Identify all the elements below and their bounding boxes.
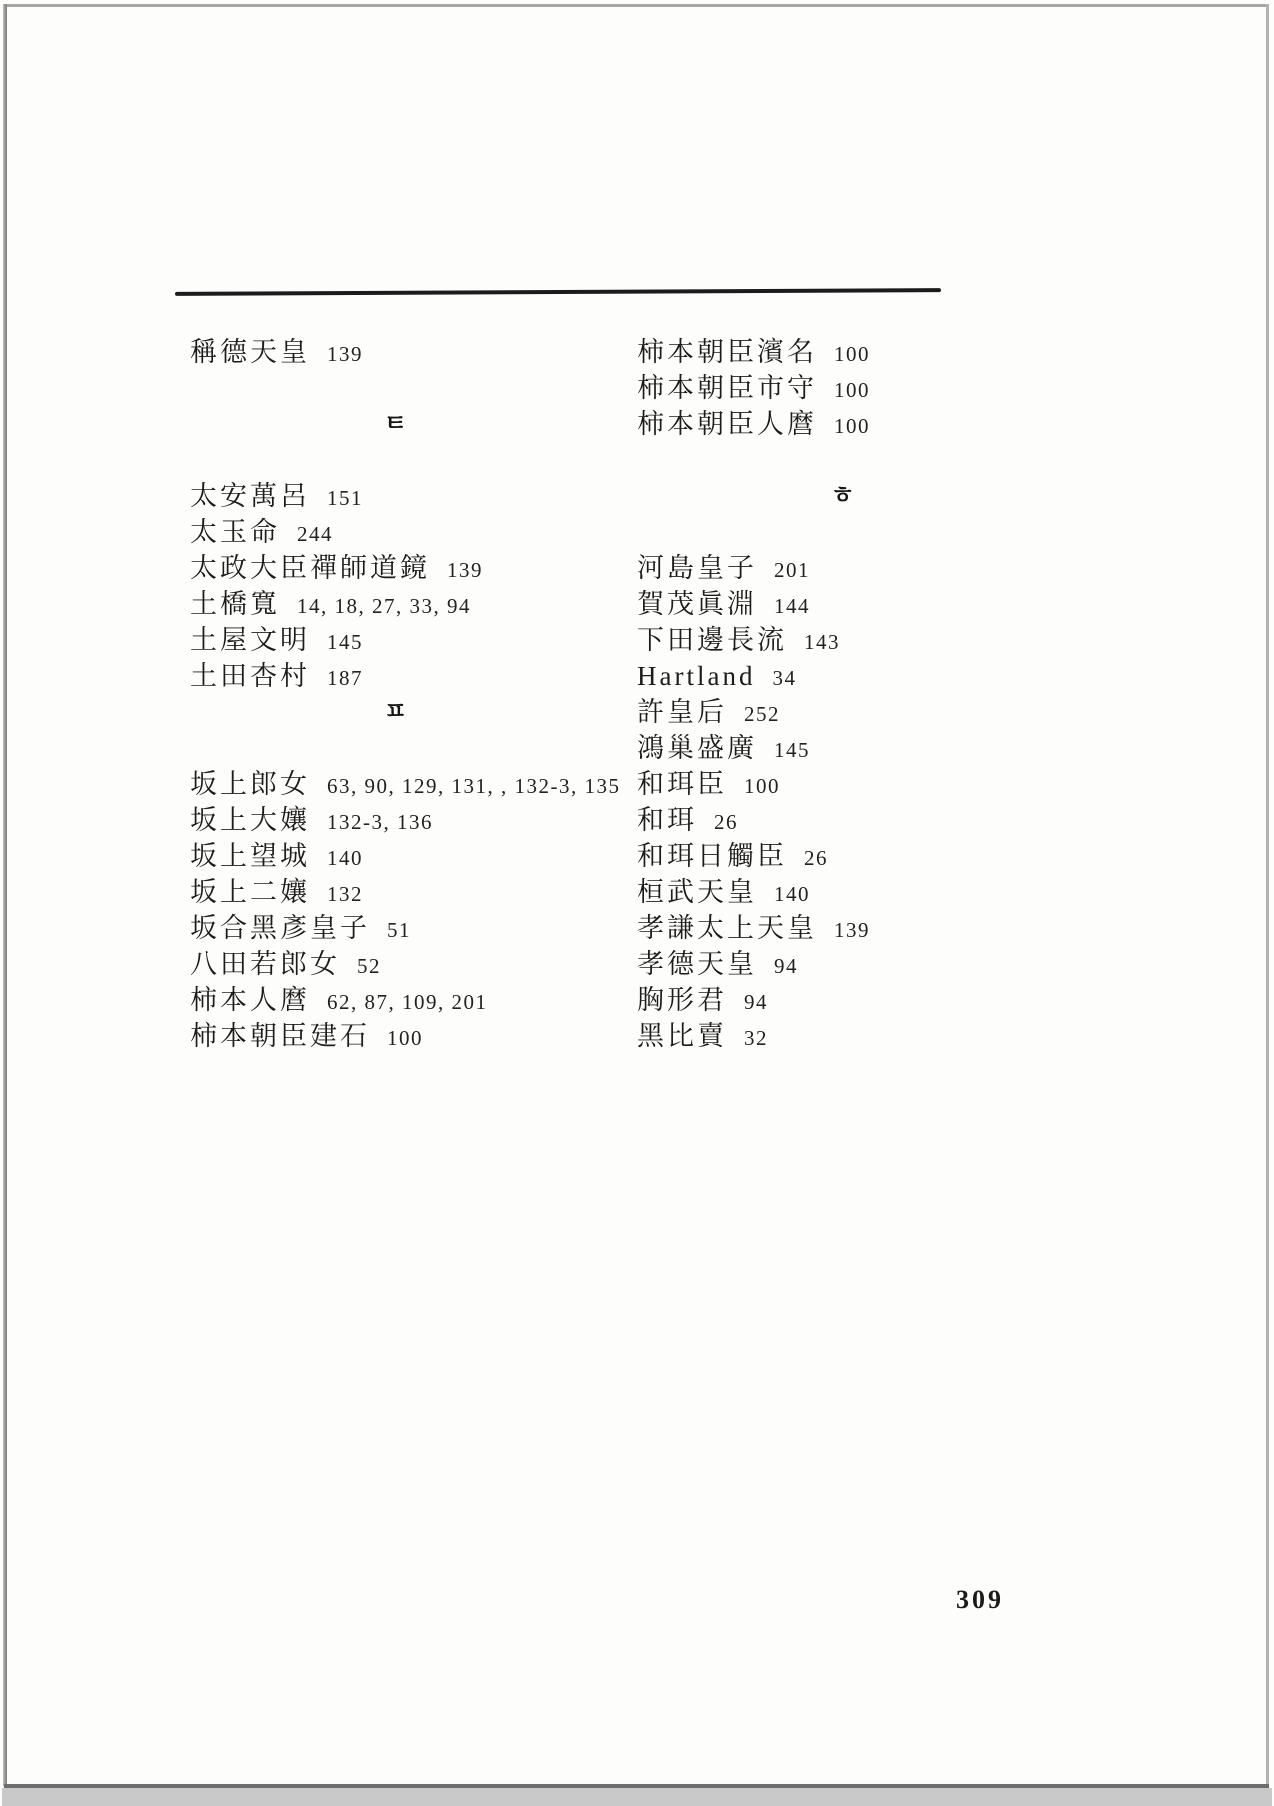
entry-name: 坂上望城: [190, 841, 310, 871]
index-entry: [190, 550, 602, 586]
entry-name: 柿本人麿: [190, 985, 310, 1015]
entry-name: 下田邊長流: [637, 625, 787, 655]
index-entry: [637, 406, 1049, 442]
entry-name: 坂合黑彥皇子: [190, 913, 370, 943]
blank-line: [637, 442, 1049, 478]
entry-page-numbers: 100: [387, 1026, 423, 1050]
entry-page-numbers: 244: [297, 522, 333, 546]
page-number: 309: [956, 1585, 1004, 1614]
entry-page-numbers: 52: [357, 954, 381, 978]
entry-name: 土橋寬: [190, 589, 280, 619]
blank-line: [190, 730, 602, 766]
entry-page-numbers: 14, 18, 27, 33, 94: [297, 594, 471, 618]
index-entry: [637, 946, 1049, 982]
index-entry: [190, 478, 602, 514]
index-entry: [637, 622, 1049, 658]
entry-page-numbers: 94: [744, 990, 768, 1014]
index-right-column: [637, 334, 1049, 1054]
scan-border-right: [1266, 4, 1269, 1786]
entry-name: 和珥臣: [637, 769, 727, 799]
entry-name: 許皇后: [637, 697, 727, 727]
entry-page-numbers: 100: [834, 378, 870, 402]
entry-page-numbers: 139: [834, 918, 870, 942]
entry-name: 太玉命: [190, 517, 280, 547]
index-entry: [637, 586, 1049, 622]
entry-page-numbers: 94: [774, 954, 798, 978]
section-header: ㅎ: [830, 483, 856, 509]
blank-line: [190, 442, 602, 478]
entry-page-numbers: 151: [327, 486, 363, 510]
index-entry: [190, 1018, 602, 1054]
entry-name: 和珥日觸臣: [637, 841, 787, 871]
entry-name: 八田若郎女: [190, 949, 340, 979]
scan-border-top: [4, 4, 1266, 7]
index-entry: [637, 334, 1049, 370]
entry-page-numbers: 26: [714, 810, 738, 834]
entry-name: 坂上二孃: [190, 877, 310, 907]
entry-name: 土屋文明: [190, 625, 310, 655]
index-entry: [190, 766, 621, 802]
entry-name: 河島皇子: [637, 553, 757, 583]
entry-page-numbers: 100: [834, 414, 870, 438]
entry-name: 太安萬呂: [190, 481, 310, 511]
entry-name: 和珥: [637, 805, 697, 835]
index-entry: [637, 766, 1049, 802]
index-entry: [637, 658, 1049, 694]
index-entry: [190, 802, 602, 838]
entry-name: 柿本朝臣人麿: [637, 409, 817, 439]
entry-page-numbers: 34: [772, 666, 797, 690]
entry-name: 柿本朝臣濱名: [637, 337, 817, 367]
entry-page-numbers: 132-3, 136: [327, 810, 433, 834]
scan-border-bottom-strip: [2, 1788, 1272, 1806]
index-entry: [637, 910, 1049, 946]
entry-page-numbers: 201: [774, 558, 810, 582]
entry-name: 孝謙太上天皇: [637, 913, 817, 943]
index-entry: [190, 334, 602, 370]
page-top-rule: [175, 288, 941, 296]
entry-name: 柿本朝臣建石: [190, 1021, 370, 1051]
entry-page-numbers: 187: [327, 666, 363, 690]
scan-border-left: [3, 4, 7, 1786]
blank-line: [637, 514, 1049, 550]
entry-page-numbers: 140: [774, 882, 810, 906]
index-entry: [190, 586, 602, 622]
index-entry: [637, 370, 1049, 406]
entry-name: 稱德天皇: [190, 337, 310, 367]
entry-page-numbers: 51: [387, 918, 411, 942]
index-entry: [637, 874, 1049, 910]
entry-name: 土田杏村: [190, 661, 310, 691]
entry-page-numbers: 144: [774, 594, 810, 618]
index-entry: [190, 874, 602, 910]
entry-page-numbers: 139: [447, 558, 483, 582]
index-entry: [190, 838, 602, 874]
index-entry: [637, 802, 1049, 838]
entry-page-numbers: 252: [744, 702, 780, 726]
entry-name: 太政大臣禪師道鏡: [190, 553, 430, 583]
entry-name: Hartland: [637, 661, 756, 691]
entry-page-numbers: 140: [327, 846, 363, 870]
entry-name: 孝德天皇: [637, 949, 757, 979]
index-entry: [637, 694, 1049, 730]
entry-name: 胸形君: [637, 985, 727, 1015]
index-left-column: [190, 334, 621, 1054]
index-entry: [190, 514, 602, 550]
entry-name: 鴻巢盛廣: [637, 733, 757, 763]
entry-page-numbers: 139: [327, 342, 363, 366]
entry-name: 黑比賣: [637, 1021, 727, 1051]
entry-page-numbers: 26: [804, 846, 828, 870]
index-entry: [637, 982, 1049, 1018]
entry-page-numbers: 63, 90, 129, 131, , 132-3, 135: [327, 774, 621, 798]
entry-page-numbers: 32: [744, 1026, 768, 1050]
index-entry: [637, 730, 1049, 766]
index-entry: [190, 982, 602, 1018]
entry-page-numbers: 132: [327, 882, 363, 906]
index-entry: [190, 910, 602, 946]
blank-line: [190, 370, 602, 406]
index-entry: [637, 1018, 1049, 1054]
section-header: ㅍ: [383, 699, 409, 725]
entry-page-numbers: 62, 87, 109, 201: [327, 990, 488, 1014]
section-header: ㅌ: [383, 411, 409, 437]
index-entry: [637, 838, 1049, 874]
entry-page-numbers: 100: [834, 342, 870, 366]
entry-name: 桓武天皇: [637, 877, 757, 907]
index-entry: [637, 550, 1049, 586]
entry-name: 柿本朝臣市守: [637, 373, 817, 403]
entry-page-numbers: 143: [804, 630, 840, 654]
index-entry: [190, 946, 602, 982]
entry-name: 賀茂眞淵: [637, 589, 757, 619]
entry-page-numbers: 100: [744, 774, 780, 798]
entry-name: 坂上大孃: [190, 805, 310, 835]
entry-name: 坂上郎女: [190, 769, 310, 799]
entry-page-numbers: 145: [327, 630, 363, 654]
index-entry: [190, 622, 602, 658]
index-entry: [190, 658, 602, 694]
entry-page-numbers: 145: [774, 738, 810, 762]
